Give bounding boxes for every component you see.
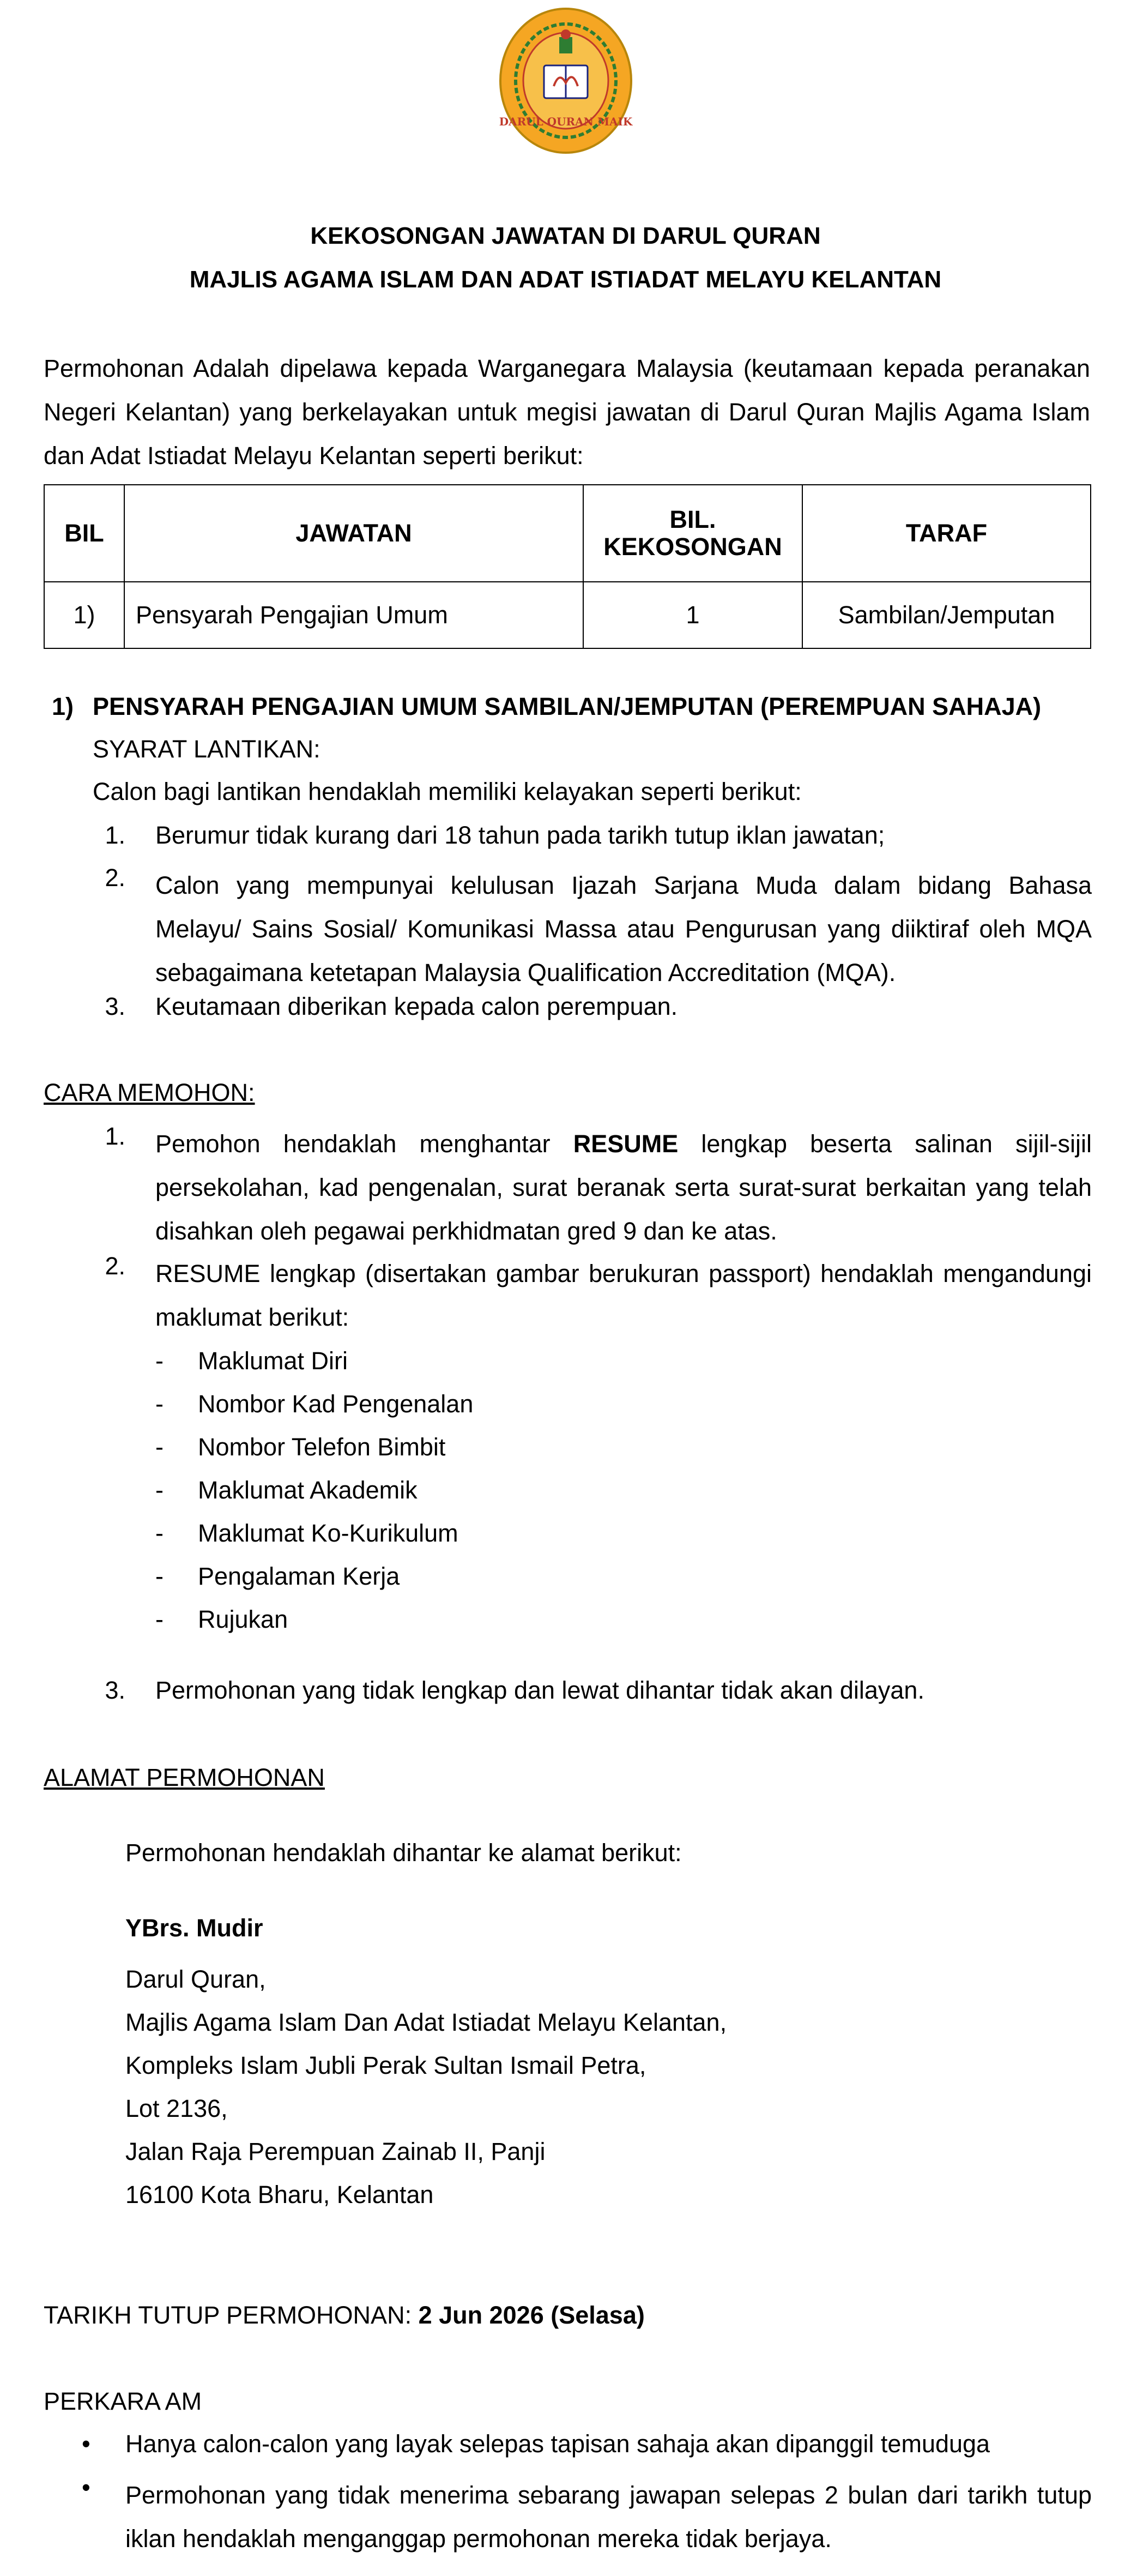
address-line: Kompleks Islam Jubli Perak Sultan Ismail Petra,: [125, 2051, 646, 2079]
syarat-item-2-line-1: Calon yang mempunyai kelulusan Ijazah Sarjana Muda dalam bidang Bahasa: [155, 871, 1092, 899]
perkara-bullet-1: •: [82, 2430, 90, 2458]
cara-item-1-line-3: disahkan oleh pegawai perkhidmatan gred 9 dan ke atas.: [155, 1217, 777, 1245]
perkara-item-1: Hanya calon-calon yang layak selepas tapisan sahaja akan dipanggil temuduga: [125, 2430, 990, 2458]
dash-marker: -: [155, 1605, 164, 1633]
intro-line-2: Negeri Kelantan) yang berkelayakan untuk megisi jawatan di Darul Quran Majlis Agama Islam: [44, 398, 1090, 426]
intro-line-1: Permohonan Adalah dipelawa kepada Warganegara Malaysia (keutamaan kepada peranakan: [44, 354, 1090, 382]
page-title: KEKOSONGAN JAWATAN DI DARUL QURAN: [310, 222, 821, 249]
resume-bullet-list: [155, 1339, 473, 1641]
cara-item-2-line-1: RESUME lengkap (disertakan gambar berukuran passport) hendaklah mengandungi: [155, 1260, 1092, 1287]
cara-num-1: 1.: [105, 1122, 125, 1150]
list-item: [155, 1555, 473, 1598]
cara-item-2: [155, 1252, 1092, 1339]
closing-date-label: TARIKH TUTUP PERMOHONAN:: [44, 2301, 412, 2329]
list-item: [155, 1339, 473, 1382]
header-bil: BIL: [44, 485, 124, 582]
address-line: 16100 Kota Bharu, Kelantan: [125, 2181, 434, 2208]
bullet-text: Maklumat Akademik: [198, 1476, 418, 1504]
syarat-num-2: 2.: [105, 864, 125, 892]
syarat-item-1: Berumur tidak kurang dari 18 tahun pada tarikh tutup iklan jawatan;: [155, 821, 885, 849]
perkara-am-heading: PERKARA AM: [44, 2387, 202, 2415]
bullet-text: Nombor Kad Pengenalan: [198, 1390, 474, 1418]
table-header-row: [44, 485, 1091, 582]
cell-kekosongan: 1: [583, 582, 802, 648]
perkara-item-2-line-1: Permohonan yang tidak menerima sebarang jawapan selepas 2 bulan dari tarikh tutup: [125, 2481, 1092, 2509]
syarat-heading: SYARAT LANTIKAN:: [93, 735, 320, 763]
cara-item-1-line-2: persekolahan, kad pengenalan, surat beranak serta surat-surat berkaitan yang telah: [155, 1173, 1092, 1201]
address-line: Majlis Agama Islam Dan Adat Istiadat Melayu Kelantan,: [125, 2008, 727, 2036]
bullet-text: Nombor Telefon Bimbit: [198, 1433, 446, 1461]
header-kekosongan-line1: BIL.: [669, 505, 716, 533]
bullet-text: Maklumat Ko-Kurikulum: [198, 1519, 458, 1547]
crest-icon: [489, 4, 642, 157]
header-taraf: TARAF: [802, 485, 1091, 582]
dash-marker: -: [155, 1433, 164, 1461]
perkara-item-2-line-2: iklan hendaklah menganggap permohonan mereka tidak berjaya.: [125, 2525, 832, 2553]
cara-item-2-line-2: maklumat berikut:: [155, 1303, 349, 1331]
list-item: [155, 1468, 473, 1512]
list-item: [155, 1512, 473, 1555]
cara-item-3: Permohonan yang tidak lengkap dan lewat dihantar tidak akan dilayan.: [155, 1676, 924, 1704]
intro-line-3: dan Adat Istiadat Melayu Kelantan seperti berikut:: [44, 442, 584, 470]
header-jawatan: JAWATAN: [124, 485, 583, 582]
perkara-item-2: [125, 2473, 1092, 2561]
list-item: [155, 1382, 473, 1425]
cara-item-1-pre: Pemohon hendaklah menghantar: [155, 1130, 551, 1158]
alamat-lead: Permohonan hendaklah dihantar ke alamat berikut:: [125, 1839, 682, 1867]
section-number: 1): [52, 693, 74, 720]
cara-memohon-heading: CARA MEMOHON:: [44, 1079, 255, 1106]
address-line: Jalan Raja Perempuan Zainab II, Panji: [125, 2138, 546, 2165]
dash-marker: -: [155, 1562, 164, 1590]
bullet-text: Maklumat Diri: [198, 1347, 348, 1375]
syarat-item-2-line-2: Melayu/ Sains Sosial/ Komunikasi Massa atau Pengurusan yang diiktiraf oleh MQA: [155, 915, 1092, 943]
perkara-bullet-2: •: [82, 2473, 90, 2501]
cell-taraf: Sambilan/Jemputan: [802, 582, 1091, 648]
cara-num-3: 3.: [105, 1676, 125, 1704]
bullet-text: Pengalaman Kerja: [198, 1562, 400, 1590]
dash-marker: -: [155, 1476, 164, 1504]
page-subtitle: MAJLIS AGAMA ISLAM DAN ADAT ISTIADAT MELAYU KELANTAN: [189, 266, 942, 293]
syarat-lead: Calon bagi lantikan hendaklah memiliki kelayakan seperti berikut:: [93, 778, 802, 805]
cara-item-1-post: lengkap beserta salinan sijil-sijil: [701, 1130, 1092, 1158]
address-block: [125, 1958, 727, 2216]
darul-quran-logo: [489, 4, 642, 157]
closing-date: [44, 2301, 645, 2330]
address-line: Lot 2136,: [125, 2094, 228, 2122]
dash-marker: -: [155, 1519, 164, 1547]
closing-date-value: 2 Jun 2026 (Selasa): [418, 2301, 645, 2329]
address-line: Darul Quran,: [125, 1965, 266, 1993]
syarat-num-1: 1.: [105, 821, 125, 849]
recipient-name: YBrs. Mudir: [125, 1914, 263, 1942]
header-kekosongan-line2: KEKOSONGAN: [603, 533, 782, 561]
syarat-item-2-line-3: sebagaimana ketetapan Malaysia Qualification Accreditation (MQA).: [155, 959, 896, 986]
cara-item-1: [155, 1122, 1092, 1253]
bullet-text: Rujukan: [198, 1605, 288, 1633]
section-title: PENSYARAH PENGAJIAN UMUM SAMBILAN/JEMPUTAN (PEREMPUAN SAHAJA): [93, 693, 1042, 720]
dash-marker: -: [155, 1390, 164, 1418]
table-row: [44, 582, 1091, 648]
list-item: [155, 1598, 473, 1641]
cara-item-1-bold: RESUME: [573, 1130, 679, 1158]
syarat-item-3: Keutamaan diberikan kepada calon perempuan.: [155, 992, 678, 1020]
header-kekosongan: [583, 485, 802, 582]
logo-text: DARUL QURAN MAIK: [499, 115, 633, 128]
dash-marker: -: [155, 1347, 164, 1375]
cara-item-1-line-1: [155, 1122, 1092, 1166]
syarat-num-3: 3.: [105, 992, 125, 1020]
syarat-item-2: [155, 864, 1092, 995]
intro-paragraph: [44, 347, 1090, 478]
cell-jawatan: Pensyarah Pengajian Umum: [124, 582, 583, 648]
alamat-heading: ALAMAT PERMOHONAN: [44, 1764, 325, 1791]
cara-num-2: 2.: [105, 1252, 125, 1280]
list-item: [155, 1425, 473, 1468]
vacancy-table: [44, 484, 1091, 649]
cell-bil: 1): [44, 582, 124, 648]
